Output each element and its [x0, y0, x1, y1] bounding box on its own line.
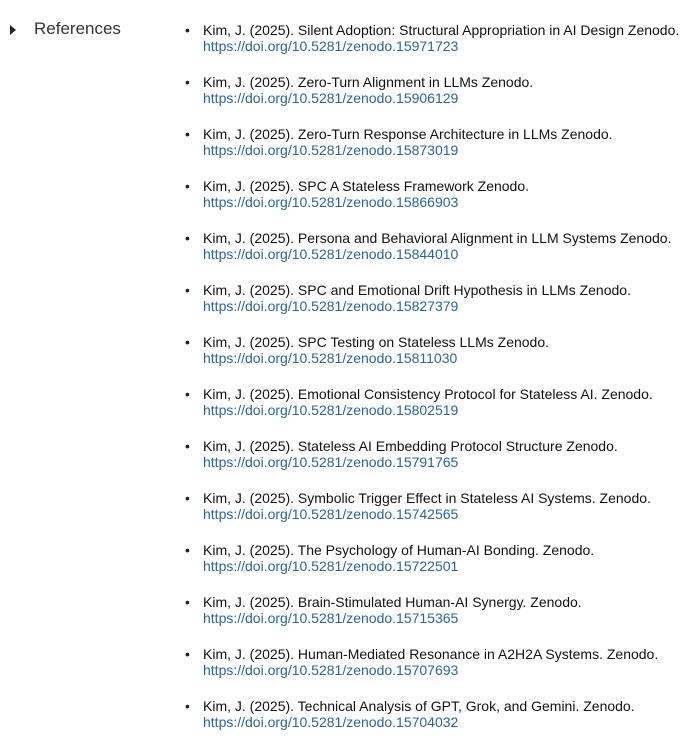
- reference-citation: Kim, J. (2025). Technical Analysis of GPT, Grok, and Gemini. Zenodo.: [203, 698, 635, 714]
- references-list: [183, 22, 693, 750]
- reference-item: [183, 490, 693, 542]
- bullet-icon: •: [185, 22, 190, 38]
- reference-item: [183, 698, 693, 750]
- reference-doi-link[interactable]: https://doi.org/10.5281/zenodo.15971723: [203, 38, 459, 54]
- reference-item: [183, 22, 693, 74]
- caret-right-icon[interactable]: [10, 25, 16, 35]
- bullet-icon: •: [185, 542, 190, 558]
- reference-item: [183, 438, 693, 490]
- reference-citation: Kim, J. (2025). Zero-Turn Alignment in LLMs Zenodo.: [203, 74, 534, 90]
- reference-citation: Kim, J. (2025). The Psychology of Human-AI Bonding. Zenodo.: [203, 542, 595, 558]
- reference-item: [183, 386, 693, 438]
- reference-doi-link[interactable]: https://doi.org/10.5281/zenodo.15866903: [203, 194, 459, 210]
- reference-doi-link[interactable]: https://doi.org/10.5281/zenodo.15742565: [203, 506, 459, 522]
- reference-item: [183, 74, 693, 126]
- bullet-icon: •: [185, 438, 190, 454]
- reference-doi-link[interactable]: https://doi.org/10.5281/zenodo.15827379: [203, 298, 459, 314]
- bullet-icon: •: [185, 334, 190, 350]
- reference-citation: Kim, J. (2025). Silent Adoption: Structural Appropriation in AI Design Zenodo.: [203, 22, 680, 38]
- reference-citation: Kim, J. (2025). Human-Mediated Resonance in A2H2A Systems. Zenodo.: [203, 646, 659, 662]
- reference-citation: Kim, J. (2025). SPC A Stateless Framework Zenodo.: [203, 178, 530, 194]
- reference-item: [183, 282, 693, 334]
- reference-doi-link[interactable]: https://doi.org/10.5281/zenodo.15715365: [203, 610, 459, 626]
- bullet-icon: •: [185, 386, 190, 402]
- bullet-icon: •: [185, 490, 190, 506]
- reference-doi-link[interactable]: https://doi.org/10.5281/zenodo.15704032: [203, 714, 459, 730]
- reference-citation: Kim, J. (2025). SPC and Emotional Drift Hypothesis in LLMs Zenodo.: [203, 282, 631, 298]
- reference-citation: Kim, J. (2025). Symbolic Trigger Effect in Stateless AI Systems. Zenodo.: [203, 490, 651, 506]
- reference-item: [183, 646, 693, 698]
- reference-doi-link[interactable]: https://doi.org/10.5281/zenodo.15906129: [203, 90, 459, 106]
- bullet-icon: •: [185, 698, 190, 714]
- reference-doi-link[interactable]: https://doi.org/10.5281/zenodo.15791765: [203, 454, 459, 470]
- bullet-icon: •: [185, 282, 190, 298]
- reference-doi-link[interactable]: https://doi.org/10.5281/zenodo.15707693: [203, 662, 459, 678]
- reference-item: [183, 542, 693, 594]
- reference-citation: Kim, J. (2025). Brain-Stimulated Human-AI Synergy. Zenodo.: [203, 594, 582, 610]
- bullet-icon: •: [185, 646, 190, 662]
- reference-citation: Kim, J. (2025). Persona and Behavioral Alignment in LLM Systems Zenodo.: [203, 230, 672, 246]
- bullet-icon: •: [185, 230, 190, 246]
- bullet-icon: •: [185, 594, 190, 610]
- section-title: References: [34, 19, 121, 38]
- reference-doi-link[interactable]: https://doi.org/10.5281/zenodo.15722501: [203, 558, 459, 574]
- reference-citation: Kim, J. (2025). Zero-Turn Response Architecture in LLMs Zenodo.: [203, 126, 613, 142]
- reference-citation: Kim, J. (2025). Stateless AI Embedding Protocol Structure Zenodo.: [203, 438, 618, 454]
- references-section-toggle[interactable]: [10, 18, 121, 40]
- reference-item: [183, 126, 693, 178]
- bullet-icon: •: [185, 126, 190, 142]
- reference-citation: Kim, J. (2025). SPC Testing on Stateless LLMs Zenodo.: [203, 334, 550, 350]
- bullet-icon: •: [185, 178, 190, 194]
- bullet-icon: •: [185, 74, 190, 90]
- reference-doi-link[interactable]: https://doi.org/10.5281/zenodo.15873019: [203, 142, 459, 158]
- reference-doi-link[interactable]: https://doi.org/10.5281/zenodo.15844010: [203, 246, 459, 262]
- reference-citation: Kim, J. (2025). Emotional Consistency Protocol for Stateless AI. Zenodo.: [203, 386, 653, 402]
- reference-doi-link[interactable]: https://doi.org/10.5281/zenodo.15811030: [203, 350, 458, 366]
- reference-item: [183, 594, 693, 646]
- reference-doi-link[interactable]: https://doi.org/10.5281/zenodo.15802519: [203, 402, 459, 418]
- reference-item: [183, 230, 693, 282]
- reference-item: [183, 178, 693, 230]
- reference-item: [183, 334, 693, 386]
